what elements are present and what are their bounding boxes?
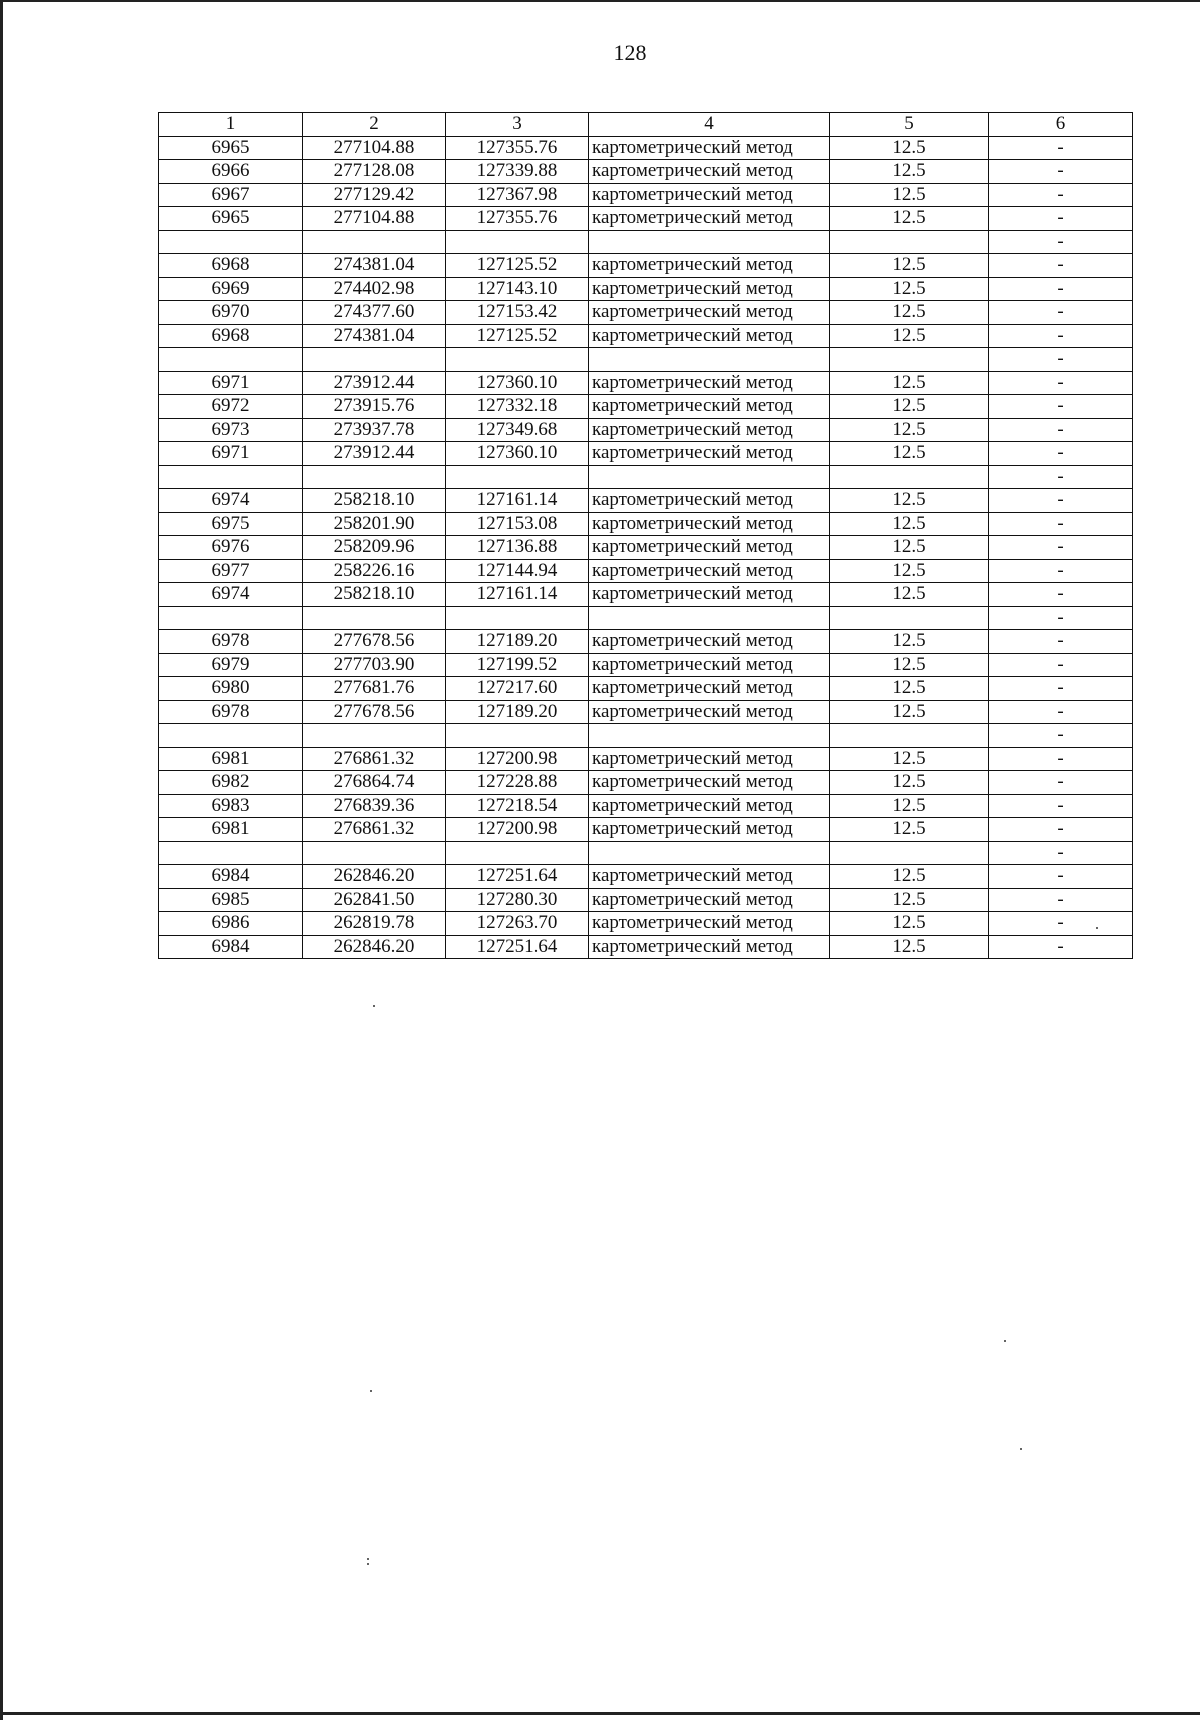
accuracy-cell: 12.5 (830, 677, 989, 701)
x-coordinate-cell: 276839.36 (303, 794, 446, 818)
table-row (159, 606, 1133, 630)
y-coordinate-cell: 127161.14 (446, 489, 589, 513)
note-cell: - (989, 559, 1133, 583)
y-coordinate-cell: 127153.08 (446, 512, 589, 536)
method-cell: картометрический метод (589, 888, 830, 912)
accuracy-cell: 12.5 (830, 888, 989, 912)
accuracy-cell: 12.5 (830, 442, 989, 466)
y-coordinate-cell: 127349.68 (446, 418, 589, 442)
accuracy-cell: 12.5 (830, 771, 989, 795)
y-coordinate-cell: 127125.52 (446, 254, 589, 278)
x-coordinate-cell: 277104.88 (303, 136, 446, 160)
accuracy-cell: 12.5 (830, 418, 989, 442)
table-row (159, 771, 1133, 795)
point-number-cell: 6975 (159, 512, 303, 536)
table-row (159, 536, 1133, 560)
x-coordinate-cell: 262841.50 (303, 888, 446, 912)
accuracy-cell: 12.5 (830, 207, 989, 231)
method-cell: картометрический метод (589, 630, 830, 654)
point-number-cell: 6978 (159, 700, 303, 724)
y-coordinate-cell: 127251.64 (446, 935, 589, 959)
note-cell: - (989, 465, 1133, 489)
x-coordinate-cell: 258209.96 (303, 536, 446, 560)
method-cell: картометрический метод (589, 653, 830, 677)
y-coordinate-cell: 127228.88 (446, 771, 589, 795)
x-coordinate-cell: 258226.16 (303, 559, 446, 583)
x-coordinate-cell: 262819.78 (303, 912, 446, 936)
method-cell: картометрический метод (589, 207, 830, 231)
method-cell: картометрический метод (589, 559, 830, 583)
y-coordinate-cell (446, 348, 589, 372)
table-row (159, 371, 1133, 395)
table-header-row (159, 113, 1133, 137)
note-cell: - (989, 630, 1133, 654)
method-cell (589, 230, 830, 254)
accuracy-cell (830, 230, 989, 254)
scan-speck (1096, 927, 1098, 929)
method-cell: картометрический метод (589, 371, 830, 395)
table-row (159, 160, 1133, 184)
note-cell: - (989, 841, 1133, 865)
table-row (159, 818, 1133, 842)
accuracy-cell: 12.5 (830, 700, 989, 724)
note-cell: - (989, 489, 1133, 513)
method-cell: картометрический метод (589, 418, 830, 442)
accuracy-cell: 12.5 (830, 912, 989, 936)
y-coordinate-cell: 127143.10 (446, 277, 589, 301)
y-coordinate-cell: 127355.76 (446, 207, 589, 231)
x-coordinate-cell: 277678.56 (303, 630, 446, 654)
table-row (159, 677, 1133, 701)
method-cell (589, 465, 830, 489)
accuracy-cell: 12.5 (830, 536, 989, 560)
accuracy-cell (830, 465, 989, 489)
accuracy-cell: 12.5 (830, 183, 989, 207)
method-cell: картометрический метод (589, 677, 830, 701)
method-cell: картометрический метод (589, 324, 830, 348)
note-cell: - (989, 888, 1133, 912)
note-cell: - (989, 583, 1133, 607)
accuracy-cell (830, 606, 989, 630)
accuracy-cell: 12.5 (830, 559, 989, 583)
y-coordinate-cell (446, 724, 589, 748)
note-cell: - (989, 606, 1133, 630)
point-number-cell: 6972 (159, 395, 303, 419)
point-number-cell (159, 606, 303, 630)
accuracy-cell: 12.5 (830, 512, 989, 536)
method-cell: картометрический метод (589, 536, 830, 560)
y-coordinate-cell: 127189.20 (446, 700, 589, 724)
column-header-4: 4 (589, 113, 830, 137)
table-row (159, 724, 1133, 748)
page-border-top (0, 0, 1200, 2)
table-row (159, 630, 1133, 654)
note-cell: - (989, 536, 1133, 560)
table-row (159, 442, 1133, 466)
point-number-cell: 6986 (159, 912, 303, 936)
note-cell: - (989, 724, 1133, 748)
accuracy-cell: 12.5 (830, 630, 989, 654)
table-row (159, 794, 1133, 818)
table-row (159, 559, 1133, 583)
method-cell: картометрический метод (589, 794, 830, 818)
table-row (159, 136, 1133, 160)
accuracy-cell (830, 841, 989, 865)
method-cell: картометрический метод (589, 912, 830, 936)
table-row (159, 489, 1133, 513)
table-row (159, 465, 1133, 489)
y-coordinate-cell: 127263.70 (446, 912, 589, 936)
x-coordinate-cell: 274377.60 (303, 301, 446, 325)
method-cell: картометрический метод (589, 442, 830, 466)
point-number-cell: 6967 (159, 183, 303, 207)
table-row (159, 888, 1133, 912)
scan-speck (367, 1563, 369, 1565)
x-coordinate-cell: 274381.04 (303, 254, 446, 278)
method-cell (589, 606, 830, 630)
table-row (159, 230, 1133, 254)
y-coordinate-cell: 127367.98 (446, 183, 589, 207)
method-cell: картометрический метод (589, 865, 830, 889)
note-cell: - (989, 818, 1133, 842)
y-coordinate-cell: 127161.14 (446, 583, 589, 607)
note-cell: - (989, 935, 1133, 959)
point-number-cell: 6982 (159, 771, 303, 795)
page-border-bottom (0, 1712, 1200, 1715)
table-row (159, 653, 1133, 677)
accuracy-cell: 12.5 (830, 301, 989, 325)
point-number-cell: 6979 (159, 653, 303, 677)
method-cell (589, 841, 830, 865)
method-cell: картометрический метод (589, 583, 830, 607)
table-row (159, 747, 1133, 771)
y-coordinate-cell: 127189.20 (446, 630, 589, 654)
x-coordinate-cell (303, 841, 446, 865)
note-cell: - (989, 771, 1133, 795)
note-cell: - (989, 677, 1133, 701)
y-coordinate-cell: 127332.18 (446, 395, 589, 419)
y-coordinate-cell: 127339.88 (446, 160, 589, 184)
method-cell: картометрический метод (589, 700, 830, 724)
y-coordinate-cell (446, 841, 589, 865)
x-coordinate-cell: 258218.10 (303, 489, 446, 513)
accuracy-cell: 12.5 (830, 395, 989, 419)
note-cell: - (989, 348, 1133, 372)
table-row (159, 277, 1133, 301)
table-body (159, 136, 1133, 959)
note-cell: - (989, 183, 1133, 207)
column-header-5: 5 (830, 113, 989, 137)
note-cell: - (989, 371, 1133, 395)
point-number-cell: 6965 (159, 136, 303, 160)
column-header-2: 2 (303, 113, 446, 137)
point-number-cell: 6981 (159, 747, 303, 771)
table-row (159, 395, 1133, 419)
page-number: 128 (613, 40, 647, 65)
coordinates-table (158, 112, 1133, 959)
column-header-1: 1 (159, 113, 303, 137)
y-coordinate-cell: 127360.10 (446, 442, 589, 466)
accuracy-cell (830, 348, 989, 372)
accuracy-cell: 12.5 (830, 324, 989, 348)
accuracy-cell: 12.5 (830, 371, 989, 395)
point-number-cell: 6974 (159, 583, 303, 607)
table-row (159, 583, 1133, 607)
y-coordinate-cell (446, 465, 589, 489)
point-number-cell (159, 230, 303, 254)
note-cell: - (989, 301, 1133, 325)
note-cell: - (989, 395, 1133, 419)
point-number-cell: 6971 (159, 442, 303, 466)
note-cell: - (989, 254, 1133, 278)
y-coordinate-cell: 127355.76 (446, 136, 589, 160)
x-coordinate-cell: 276861.32 (303, 747, 446, 771)
point-number-cell: 6966 (159, 160, 303, 184)
note-cell: - (989, 136, 1133, 160)
method-cell: картометрический метод (589, 301, 830, 325)
accuracy-cell: 12.5 (830, 277, 989, 301)
method-cell (589, 348, 830, 372)
x-coordinate-cell: 258201.90 (303, 512, 446, 536)
method-cell: картометрический метод (589, 277, 830, 301)
y-coordinate-cell: 127280.30 (446, 888, 589, 912)
point-number-cell: 6965 (159, 207, 303, 231)
page-border-left (0, 0, 3, 1720)
point-number-cell: 6981 (159, 818, 303, 842)
column-header-3: 3 (446, 113, 589, 137)
table-row (159, 183, 1133, 207)
point-number-cell: 6973 (159, 418, 303, 442)
table-row (159, 865, 1133, 889)
accuracy-cell: 12.5 (830, 489, 989, 513)
note-cell: - (989, 324, 1133, 348)
table-row (159, 700, 1133, 724)
method-cell: картометрический метод (589, 254, 830, 278)
note-cell: - (989, 747, 1133, 771)
accuracy-cell: 12.5 (830, 583, 989, 607)
accuracy-cell: 12.5 (830, 747, 989, 771)
method-cell: картометрический метод (589, 136, 830, 160)
point-number-cell: 6968 (159, 324, 303, 348)
accuracy-cell: 12.5 (830, 794, 989, 818)
accuracy-cell: 12.5 (830, 160, 989, 184)
table-row (159, 512, 1133, 536)
point-number-cell: 6969 (159, 277, 303, 301)
x-coordinate-cell: 277128.08 (303, 160, 446, 184)
table-row (159, 418, 1133, 442)
x-coordinate-cell: 277681.76 (303, 677, 446, 701)
scan-speck (367, 1558, 369, 1560)
scan-speck (373, 1005, 375, 1007)
accuracy-cell: 12.5 (830, 865, 989, 889)
accuracy-cell: 12.5 (830, 818, 989, 842)
point-number-cell: 6984 (159, 865, 303, 889)
x-coordinate-cell (303, 724, 446, 748)
method-cell: картометрический метод (589, 160, 830, 184)
y-coordinate-cell: 127217.60 (446, 677, 589, 701)
x-coordinate-cell: 274402.98 (303, 277, 446, 301)
x-coordinate-cell (303, 465, 446, 489)
y-coordinate-cell: 127136.88 (446, 536, 589, 560)
table-row (159, 324, 1133, 348)
x-coordinate-cell: 277703.90 (303, 653, 446, 677)
note-cell: - (989, 512, 1133, 536)
note-cell: - (989, 653, 1133, 677)
method-cell: картометрический метод (589, 512, 830, 536)
method-cell: картометрический метод (589, 818, 830, 842)
point-number-cell: 6984 (159, 935, 303, 959)
point-number-cell (159, 724, 303, 748)
method-cell: картометрический метод (589, 395, 830, 419)
point-number-cell: 6976 (159, 536, 303, 560)
accuracy-cell: 12.5 (830, 653, 989, 677)
x-coordinate-cell: 258218.10 (303, 583, 446, 607)
table-row (159, 207, 1133, 231)
table-row (159, 348, 1133, 372)
y-coordinate-cell: 127200.98 (446, 818, 589, 842)
note-cell: - (989, 865, 1133, 889)
scan-speck (1020, 1448, 1022, 1450)
method-cell: картометрический метод (589, 183, 830, 207)
column-header-6: 6 (989, 113, 1133, 137)
note-cell: - (989, 442, 1133, 466)
y-coordinate-cell: 127125.52 (446, 324, 589, 348)
point-number-cell: 6978 (159, 630, 303, 654)
y-coordinate-cell: 127153.42 (446, 301, 589, 325)
point-number-cell: 6968 (159, 254, 303, 278)
x-coordinate-cell: 273912.44 (303, 371, 446, 395)
x-coordinate-cell: 262846.20 (303, 865, 446, 889)
table-row (159, 935, 1133, 959)
x-coordinate-cell: 276861.32 (303, 818, 446, 842)
accuracy-cell: 12.5 (830, 935, 989, 959)
x-coordinate-cell: 273915.76 (303, 395, 446, 419)
x-coordinate-cell: 277678.56 (303, 700, 446, 724)
x-coordinate-cell (303, 606, 446, 630)
point-number-cell: 6974 (159, 489, 303, 513)
point-number-cell (159, 465, 303, 489)
point-number-cell: 6985 (159, 888, 303, 912)
y-coordinate-cell: 127360.10 (446, 371, 589, 395)
method-cell (589, 724, 830, 748)
x-coordinate-cell (303, 348, 446, 372)
note-cell: - (989, 277, 1133, 301)
y-coordinate-cell (446, 606, 589, 630)
x-coordinate-cell: 273912.44 (303, 442, 446, 466)
table-row (159, 254, 1133, 278)
y-coordinate-cell: 127251.64 (446, 865, 589, 889)
accuracy-cell: 12.5 (830, 136, 989, 160)
note-cell: - (989, 207, 1133, 231)
point-number-cell: 6980 (159, 677, 303, 701)
x-coordinate-cell: 262846.20 (303, 935, 446, 959)
point-number-cell: 6983 (159, 794, 303, 818)
x-coordinate-cell (303, 230, 446, 254)
y-coordinate-cell: 127218.54 (446, 794, 589, 818)
note-cell: - (989, 418, 1133, 442)
method-cell: картометрический метод (589, 747, 830, 771)
y-coordinate-cell: 127199.52 (446, 653, 589, 677)
table-row (159, 912, 1133, 936)
note-cell: - (989, 160, 1133, 184)
method-cell: картометрический метод (589, 771, 830, 795)
table-row (159, 841, 1133, 865)
method-cell: картометрический метод (589, 935, 830, 959)
note-cell: - (989, 912, 1133, 936)
note-cell: - (989, 230, 1133, 254)
y-coordinate-cell: 127200.98 (446, 747, 589, 771)
y-coordinate-cell (446, 230, 589, 254)
point-number-cell (159, 841, 303, 865)
point-number-cell: 6977 (159, 559, 303, 583)
scan-speck (370, 1390, 372, 1392)
x-coordinate-cell: 274381.04 (303, 324, 446, 348)
accuracy-cell: 12.5 (830, 254, 989, 278)
point-number-cell (159, 348, 303, 372)
note-cell: - (989, 700, 1133, 724)
x-coordinate-cell: 276864.74 (303, 771, 446, 795)
x-coordinate-cell: 277104.88 (303, 207, 446, 231)
point-number-cell: 6970 (159, 301, 303, 325)
point-number-cell: 6971 (159, 371, 303, 395)
method-cell: картометрический метод (589, 489, 830, 513)
table-row (159, 301, 1133, 325)
x-coordinate-cell: 277129.42 (303, 183, 446, 207)
note-cell: - (989, 794, 1133, 818)
y-coordinate-cell: 127144.94 (446, 559, 589, 583)
scan-speck (1004, 1340, 1006, 1342)
accuracy-cell (830, 724, 989, 748)
x-coordinate-cell: 273937.78 (303, 418, 446, 442)
